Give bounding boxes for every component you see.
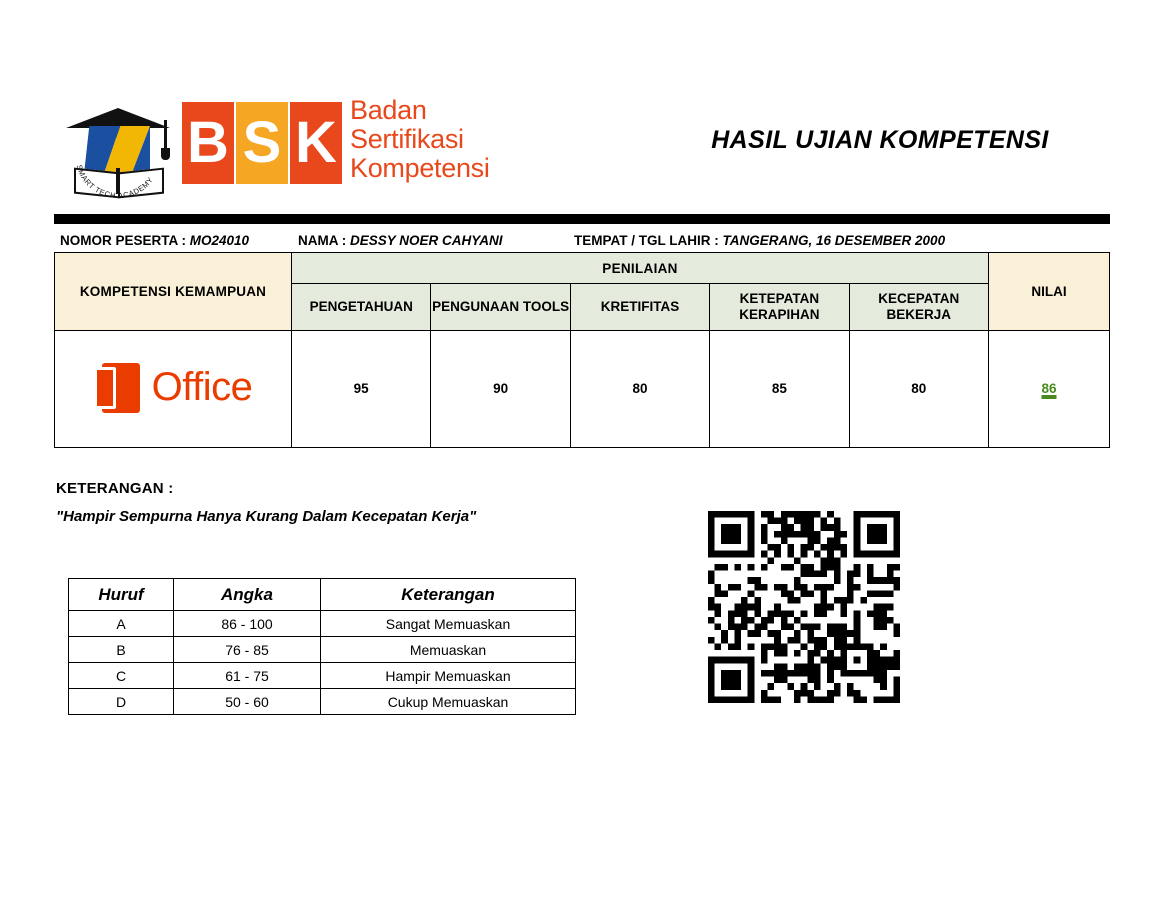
grade-angka: 50 - 60 xyxy=(174,689,321,715)
brand-logo xyxy=(60,80,540,200)
identity-nama-label: NAMA : xyxy=(298,233,347,248)
bsk-letter-k: K xyxy=(290,102,342,184)
grade-header-angka: Angka xyxy=(174,579,321,611)
header-nilai: NILAI xyxy=(989,253,1110,331)
table-row xyxy=(69,689,576,715)
grade-legend-table xyxy=(68,578,576,715)
header-ketepatan-kerapihan: KETEPATAN KERAPIHAN xyxy=(710,284,849,331)
brand-word-sertifikasi: Sertifikasi xyxy=(350,124,464,154)
grade-angka: 76 - 85 xyxy=(174,637,321,663)
grade-keterangan: Sangat Memuaskan xyxy=(321,611,576,637)
scores-table xyxy=(54,252,1110,448)
competency-cell xyxy=(55,331,292,448)
bsk-letter-s: S xyxy=(236,102,288,184)
header-pengetahuan: PENGETAHUAN xyxy=(292,284,431,331)
score-kecepatan-bekerja: 80 xyxy=(849,331,988,448)
grade-huruf: A xyxy=(69,611,174,637)
table-row xyxy=(55,331,1110,448)
table-row xyxy=(69,663,576,689)
table-row xyxy=(69,637,576,663)
brand-word-badan: Badan xyxy=(350,95,427,125)
keterangan-label: KETERANGAN : xyxy=(56,480,174,497)
identity-lahir-value: TANGERANG, 16 DESEMBER 2000 xyxy=(722,233,946,248)
grade-header-keterangan: Keterangan xyxy=(321,579,576,611)
grade-keterangan: Memuaskan xyxy=(321,637,576,663)
header-kecepatan-bekerja: KECEPATAN BEKERJA xyxy=(849,284,988,331)
identity-lahir-label: TEMPAT / TGL LAHIR : xyxy=(574,233,719,248)
document-header xyxy=(0,70,1164,200)
table-header-row-1 xyxy=(55,253,1110,284)
qr-code-image xyxy=(708,508,900,706)
identity-nomor-label: NOMOR PESERTA : xyxy=(60,233,187,248)
qr-code[interactable] xyxy=(708,508,900,706)
emblem-circular-text xyxy=(70,128,166,200)
score-ketepatan-kerapihan: 85 xyxy=(710,331,849,448)
brand-wordmark xyxy=(350,96,590,183)
grade-header-row xyxy=(69,579,576,611)
header-divider xyxy=(54,214,1110,224)
competency-label: Office xyxy=(151,365,253,409)
bsk-letter-b: B xyxy=(182,102,234,184)
microsoft-office-icon xyxy=(94,363,140,413)
header-pengunaan-tools: PENGUNAAN TOOLS xyxy=(431,284,570,331)
identity-nama-value: DESSY NOER CAHYANI xyxy=(350,233,503,248)
score-pengunaan-tools: 90 xyxy=(431,331,570,448)
brand-word-kompetensi: Kompetensi xyxy=(350,153,490,183)
academy-emblem-icon xyxy=(60,92,176,202)
keterangan-text: "Hampir Sempurna Hanya Kurang Dalam Kecepatan Kerja" xyxy=(56,508,477,525)
header-kompetensi: KOMPETENSI KEMAMPUAN xyxy=(55,253,292,331)
identity-nomor-value: MO24010 xyxy=(189,233,250,248)
grade-huruf: D xyxy=(69,689,174,715)
identity-lahir xyxy=(574,233,945,248)
header-penilaian-group: PENILAIAN xyxy=(292,253,989,284)
grade-keterangan: Cukup Memuaskan xyxy=(321,689,576,715)
svg-text:SMART TECH ACADEMY: SMART TECH ACADEMY xyxy=(74,163,156,200)
bsk-letter-blocks xyxy=(182,102,344,184)
table-row xyxy=(69,611,576,637)
participant-identity xyxy=(54,230,1110,253)
page-title: HASIL UJIAN KOMPETENSI xyxy=(711,126,1049,154)
grade-keterangan: Hampir Memuaskan xyxy=(321,663,576,689)
final-score: 86 xyxy=(989,331,1110,448)
grade-angka: 61 - 75 xyxy=(174,663,321,689)
grade-huruf: B xyxy=(69,637,174,663)
score-pengetahuan: 95 xyxy=(292,331,431,448)
identity-nama xyxy=(298,233,503,248)
grade-huruf: C xyxy=(69,663,174,689)
grade-header-huruf: Huruf xyxy=(69,579,174,611)
identity-nomor xyxy=(60,233,249,248)
header-kretifitas: KRETIFITAS xyxy=(570,284,709,331)
grade-angka: 86 - 100 xyxy=(174,611,321,637)
score-kretifitas: 80 xyxy=(570,331,709,448)
